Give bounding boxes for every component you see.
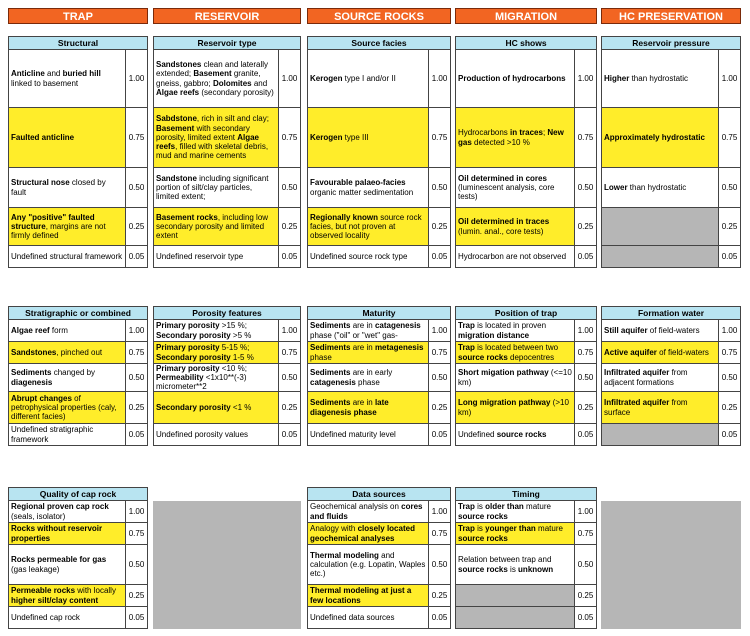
panel-title: Timing [455, 487, 597, 501]
criteria-row [8, 545, 148, 585]
header-hc-preservation: HC PRESERVATION [601, 8, 741, 24]
score-value: 0.75 [718, 108, 740, 167]
score-value: 0.50 [428, 364, 450, 391]
score-value: 0.75 [125, 523, 147, 544]
score-value: 0.75 [125, 108, 147, 167]
criteria-text: Analogy with closely located geochemical analyses [308, 523, 428, 544]
score-value: 0.25 [574, 585, 596, 606]
criteria-row [601, 424, 741, 446]
score-value: 0.05 [278, 246, 300, 267]
criteria-text: Oil determined in traces (lumin. anal., core tests) [456, 208, 574, 245]
score-value: 1.00 [428, 501, 450, 522]
panel-title: Quality of cap rock [8, 487, 148, 501]
score-value: 0.25 [125, 208, 147, 245]
score-value: 1.00 [125, 501, 147, 522]
criteria-text: Short migation pathway (<=10 km) [456, 364, 574, 391]
criteria-row [601, 50, 741, 108]
criteria-text: Rocks permeable for gas (gas leakage) [9, 545, 125, 584]
score-value: 0.50 [574, 545, 596, 584]
score-value: 0.50 [428, 545, 450, 584]
score-value: 0.25 [278, 208, 300, 245]
criteria-row [8, 585, 148, 607]
criteria-row [601, 108, 741, 168]
criteria-row [153, 364, 301, 392]
score-value: 1.00 [428, 50, 450, 107]
criteria-row [601, 342, 741, 364]
score-value: 0.75 [278, 342, 300, 363]
score-value: 0.50 [125, 545, 147, 584]
criteria-text: Infiltrated aquifer from surface [602, 392, 718, 423]
criteria-row [307, 392, 451, 424]
criteria-text: Primary porosity 5-15 %; Secondary porosity 1-5 % [154, 342, 278, 363]
panel-quality-of-cap-rock [8, 487, 148, 629]
score-value: 0.05 [574, 424, 596, 445]
criteria-text: Sediments are in late diagenesis phase [308, 392, 428, 423]
score-value: 0.25 [574, 392, 596, 423]
criteria-text: Sediments are in catagenesis phase ("oil" or "wet" gas- [308, 320, 428, 341]
criteria-row [8, 364, 148, 392]
panel-title: Data sources [307, 487, 451, 501]
criteria-row [153, 246, 301, 268]
criteria-text [602, 424, 718, 445]
criteria-text: Undefined cap rock [9, 607, 125, 628]
criteria-text: Primary porosity >15 %; Secondary porosity >5 % [154, 320, 278, 341]
score-value: 0.75 [428, 342, 450, 363]
criteria-text: Undefined porosity values [154, 424, 278, 445]
criteria-text: Favourable palaeo-facies organic matter sedimentation [308, 168, 428, 207]
score-value: 0.25 [428, 392, 450, 423]
criteria-text: Sandstones, pinched out [9, 342, 125, 363]
criteria-row [153, 320, 301, 342]
criteria-text: Geochemical analysis on cores and fluids [308, 501, 428, 522]
criteria-row [153, 108, 301, 168]
criteria-row [8, 108, 148, 168]
criteria-text [456, 607, 574, 628]
criteria-row [307, 208, 451, 246]
score-value: 0.05 [574, 607, 596, 628]
criteria-row [455, 545, 597, 585]
score-value: 0.05 [278, 424, 300, 445]
criteria-row [307, 342, 451, 364]
panel-title: HC shows [455, 36, 597, 50]
criteria-text: Sandstones clean and laterally extended; Basement granite, gneiss, gabbro; Dolomites and Algae reefs (secondary porosity) [154, 50, 278, 107]
criteria-text: Undefined stratigraphic framework [9, 424, 125, 445]
criteria-row [455, 364, 597, 392]
criteria-row [307, 320, 451, 342]
score-value: 0.25 [125, 392, 147, 423]
score-value: 0.75 [125, 342, 147, 363]
criteria-row [455, 246, 597, 268]
score-value: 0.50 [718, 168, 740, 207]
criteria-text: Hydrocarbons in traces; New gas detected >10 % [456, 108, 574, 167]
criteria-row [307, 501, 451, 523]
panel-reservoir-pressure [601, 36, 741, 268]
criteria-text: Infiltrated aquifer from adjacent formations [602, 364, 718, 391]
criteria-row [455, 523, 597, 545]
score-value: 0.05 [718, 424, 740, 445]
criteria-row [601, 364, 741, 392]
criteria-row [153, 208, 301, 246]
criteria-text: Permeable rocks with locally higher silt/clay content [9, 585, 125, 606]
criteria-row [153, 168, 301, 208]
score-value: 0.05 [428, 246, 450, 267]
criteria-row [153, 50, 301, 108]
criteria-row [455, 607, 597, 629]
criteria-text [456, 585, 574, 606]
criteria-row [153, 392, 301, 424]
criteria-row [153, 342, 301, 364]
criteria-text: Secondary porosity <1 % [154, 392, 278, 423]
criteria-text [602, 208, 718, 245]
criteria-row [307, 424, 451, 446]
criteria-row [8, 607, 148, 629]
criteria-text: Any "positive" faulted structure, margins are not firmly defined [9, 208, 125, 245]
criteria-text: Production of hydrocarbons [456, 50, 574, 107]
score-value: 1.00 [574, 50, 596, 107]
score-value: 0.25 [278, 392, 300, 423]
criteria-row [455, 585, 597, 607]
criteria-row [601, 320, 741, 342]
score-value: 0.05 [718, 246, 740, 267]
criteria-row [455, 320, 597, 342]
score-value: 0.05 [574, 246, 596, 267]
criteria-row [8, 392, 148, 424]
score-value: 0.25 [574, 208, 596, 245]
criteria-text: Trap is older than mature source rocks [456, 501, 574, 522]
score-value: 1.00 [574, 320, 596, 341]
score-value: 0.25 [428, 208, 450, 245]
criteria-text: Anticline and buried hill linked to basement [9, 50, 125, 107]
criteria-text: Sediments are in early catagenesis phase [308, 364, 428, 391]
score-value: 1.00 [278, 50, 300, 107]
criteria-row [307, 607, 451, 629]
criteria-text: Regional proven cap rock (seals, isolator) [9, 501, 125, 522]
score-value: 1.00 [718, 50, 740, 107]
criteria-row [8, 208, 148, 246]
criteria-text: Oil determined in cores (luminescent analysis, core tests) [456, 168, 574, 207]
score-value: 1.00 [428, 320, 450, 341]
criteria-text: Lower than hydrostatic [602, 168, 718, 207]
criteria-text: Undefined source rock type [308, 246, 428, 267]
criteria-row [601, 246, 741, 268]
score-value: 1.00 [278, 320, 300, 341]
criteria-text: Sabdstone, rich in silt and clay; Basement with secondary porosity, limited extent Algae reefs, filled with skeletal debris, mud and marine cements [154, 108, 278, 167]
criteria-row [455, 168, 597, 208]
score-value: 0.75 [428, 523, 450, 544]
panel-title: Porosity features [153, 306, 301, 320]
score-value: 0.50 [278, 364, 300, 391]
panel-timing [455, 487, 597, 629]
score-value: 0.75 [574, 108, 596, 167]
criteria-row [153, 424, 301, 446]
panel-title: Formation water [601, 306, 741, 320]
score-value: 0.05 [125, 246, 147, 267]
panel-title: Source facies [307, 36, 451, 50]
criteria-row [307, 50, 451, 108]
criteria-row [455, 342, 597, 364]
score-value: 0.50 [574, 364, 596, 391]
criteria-text: Thermal modeling and calculation (e.g. Lopatin, Waples etc.) [308, 545, 428, 584]
criteria-text: Undefined reservoir type [154, 246, 278, 267]
criteria-row [8, 320, 148, 342]
criteria-row [601, 392, 741, 424]
empty-gray-block [601, 501, 741, 629]
panel-title: Stratigraphic or combined [8, 306, 148, 320]
score-value: 0.75 [718, 342, 740, 363]
score-value: 0.75 [278, 108, 300, 167]
criteria-row [8, 523, 148, 545]
panel-reservoir-type [153, 36, 301, 268]
criteria-row [8, 424, 148, 446]
criteria-row [455, 208, 597, 246]
criteria-text: Rocks without reservoir properties [9, 523, 125, 544]
score-value: 1.00 [125, 320, 147, 341]
criteria-text: Faulted anticline [9, 108, 125, 167]
criteria-text [602, 246, 718, 267]
criteria-text: Still aquifer of field-waters [602, 320, 718, 341]
criteria-row [455, 392, 597, 424]
score-value: 0.75 [574, 523, 596, 544]
score-value: 1.00 [574, 501, 596, 522]
criteria-row [8, 501, 148, 523]
criteria-text: Approximately hydrostatic [602, 108, 718, 167]
criteria-text: Higher than hydrostatic [602, 50, 718, 107]
criteria-row [307, 364, 451, 392]
criteria-row [8, 50, 148, 108]
panel-maturity [307, 306, 451, 446]
panel-source-facies [307, 36, 451, 268]
panel-title: Reservoir pressure [601, 36, 741, 50]
score-value: 0.50 [125, 168, 147, 207]
score-value: 0.50 [718, 364, 740, 391]
score-value: 0.50 [278, 168, 300, 207]
criteria-text: Basement rocks, including low secondary porosity and limited extent [154, 208, 278, 245]
score-value: 0.25 [718, 208, 740, 245]
criteria-row [307, 108, 451, 168]
criteria-row [8, 168, 148, 208]
panel-data-sources [307, 487, 451, 629]
panel-porosity-features [153, 306, 301, 446]
panel-title: Maturity [307, 306, 451, 320]
criteria-text: Structural nose closed by fault [9, 168, 125, 207]
criteria-text: Active aquifer of field-waters [602, 342, 718, 363]
criteria-text: Sediments changed by diagenesis [9, 364, 125, 391]
criteria-row [307, 168, 451, 208]
panel-position-of-trap [455, 306, 597, 446]
score-value: 0.25 [428, 585, 450, 606]
criteria-text: Kerogen type I and/or II [308, 50, 428, 107]
criteria-text: Trap is located between two source rocks depocentres [456, 342, 574, 363]
criteria-text: Trap is located in proven migration distance [456, 320, 574, 341]
panel-hc-shows [455, 36, 597, 268]
score-value: 1.00 [125, 50, 147, 107]
criteria-text: Undefined source rocks [456, 424, 574, 445]
header-reservoir: RESERVOIR [153, 8, 301, 24]
criteria-text: Undefined structural framework [9, 246, 125, 267]
criteria-text: Thermal modeling at just a few locations [308, 585, 428, 606]
score-value: 0.05 [125, 607, 147, 628]
criteria-row [307, 246, 451, 268]
score-value: 0.25 [125, 585, 147, 606]
panel-formation-water [601, 306, 741, 446]
header-source-rocks: SOURCE ROCKS [307, 8, 451, 24]
criteria-row [455, 501, 597, 523]
criteria-row [601, 168, 741, 208]
criteria-text: Abrupt changes of petrophysical properties (caly, different facies) [9, 392, 125, 423]
panel-title: Structural [8, 36, 148, 50]
panel-title: Reservoir type [153, 36, 301, 50]
criteria-text: Trap is younger than mature source rocks [456, 523, 574, 544]
criteria-text: Undefined data sources [308, 607, 428, 628]
criteria-text: Sediments are in metagenesis phase [308, 342, 428, 363]
criteria-text: Algae reef form [9, 320, 125, 341]
criteria-text: Long migration pathway (>10 km) [456, 392, 574, 423]
panel-structural [8, 36, 148, 268]
criteria-row [601, 208, 741, 246]
criteria-text: Primary porosity <10 %; Permeability <1x10**(-3) micrometer**2 [154, 364, 278, 391]
criteria-text: Regionally known source rock facies, but not proven at observed locality [308, 208, 428, 245]
score-value: 0.25 [718, 392, 740, 423]
score-value: 0.50 [125, 364, 147, 391]
score-value: 1.00 [718, 320, 740, 341]
criteria-row [307, 585, 451, 607]
score-value: 0.50 [574, 168, 596, 207]
empty-gray-block [153, 501, 301, 629]
criteria-row [455, 108, 597, 168]
score-value: 0.75 [574, 342, 596, 363]
criteria-row [307, 523, 451, 545]
criteria-text: Undefined maturity level [308, 424, 428, 445]
score-value: 0.05 [125, 424, 147, 445]
panel-title: Position of trap [455, 306, 597, 320]
header-migration: MIGRATION [455, 8, 597, 24]
criteria-text: Hydrocarbon are not observed [456, 246, 574, 267]
criteria-text: Sandstone including significant portion of silt/clay particles, limited extent; [154, 168, 278, 207]
panel-stratigraphic-or-combined [8, 306, 148, 446]
criteria-row [307, 545, 451, 585]
criteria-text: Relation between trap and source rocks is unknown [456, 545, 574, 584]
criteria-row [8, 342, 148, 364]
score-value: 0.50 [428, 168, 450, 207]
criteria-text: Kerogen type III [308, 108, 428, 167]
score-value: 0.05 [428, 607, 450, 628]
criteria-row [8, 246, 148, 268]
criteria-row [455, 50, 597, 108]
score-value: 0.75 [428, 108, 450, 167]
score-value: 0.05 [428, 424, 450, 445]
header-trap: TRAP [8, 8, 148, 24]
criteria-row [455, 424, 597, 446]
